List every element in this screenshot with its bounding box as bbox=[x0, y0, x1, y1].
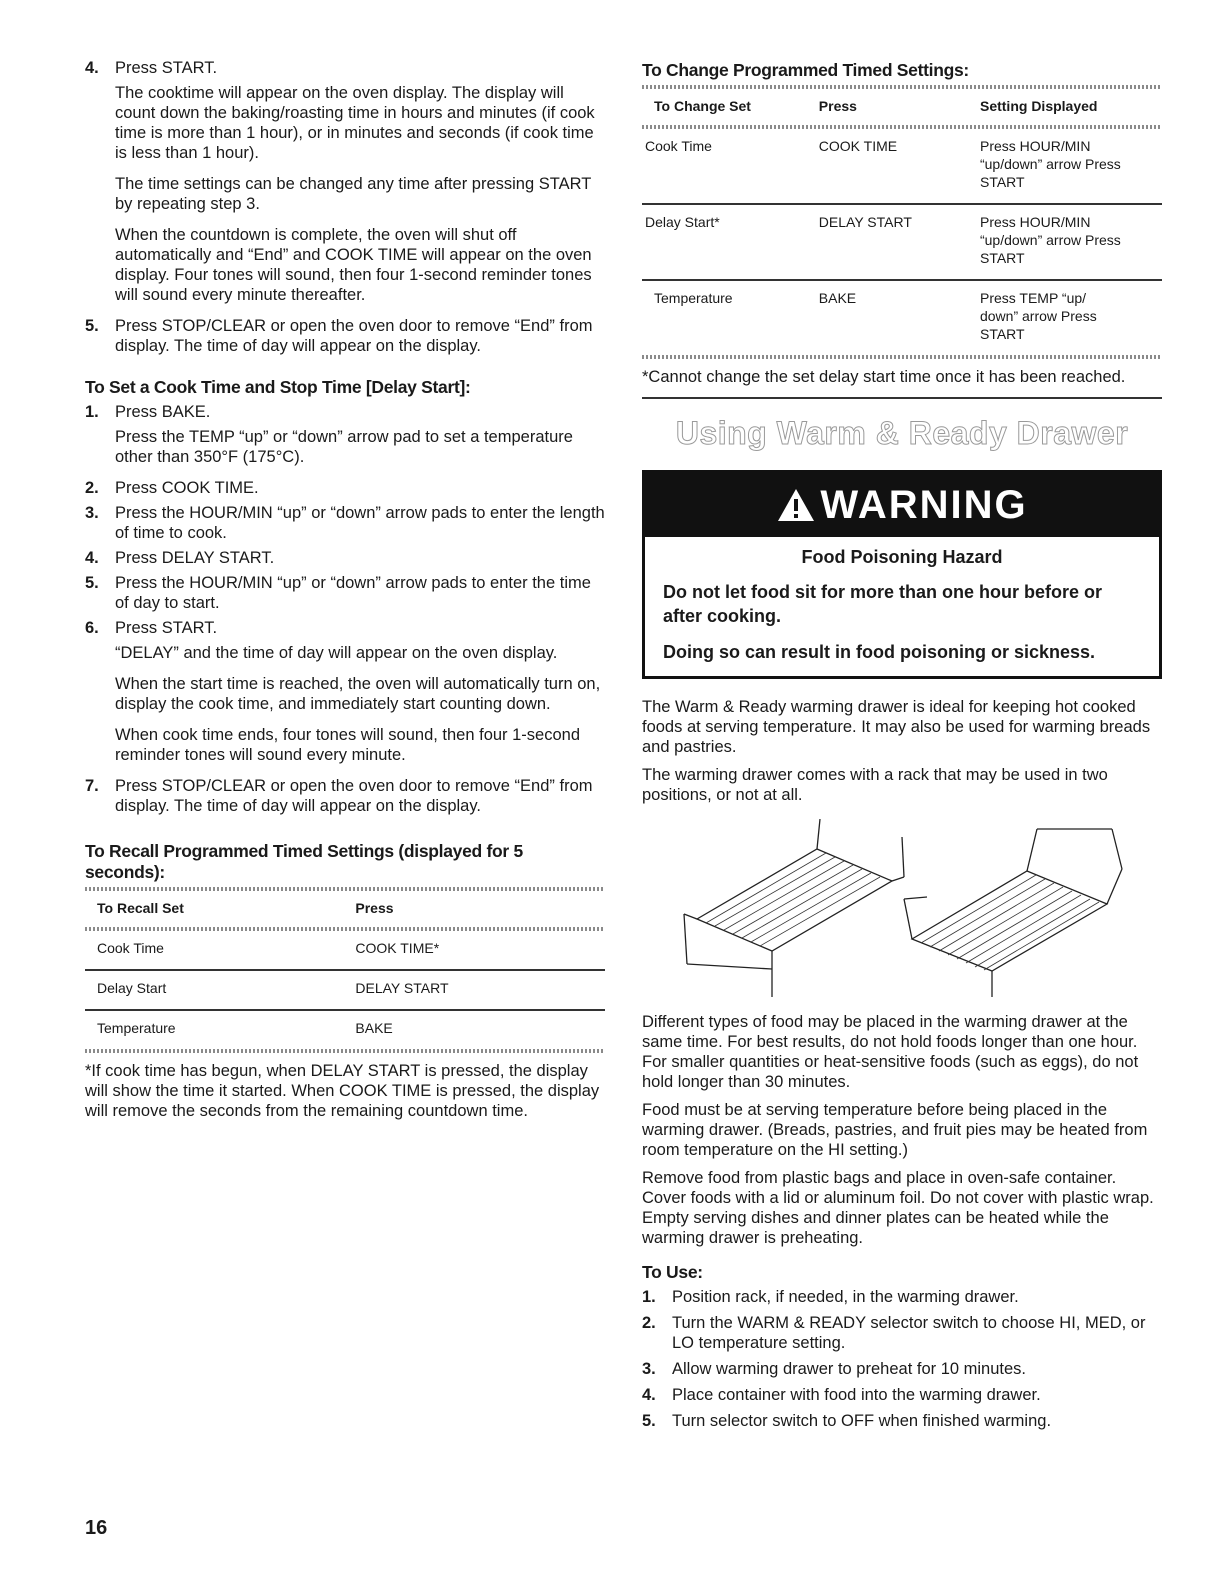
step-text: Press the HOUR/MIN “up” or “down” arrow pads to enter the time of day to start. bbox=[115, 574, 591, 612]
list-item bbox=[85, 548, 605, 573]
body-paragraph: Different types of food may be placed in the warming drawer at the same time. For best results, do not hold foods longer than one hour. For smaller quantities or heat-sensitive foods (such as eggs), do not hold longer than 30 minutes. bbox=[642, 1013, 1139, 1091]
warning-hazard: Food Poisoning Hazard bbox=[801, 547, 1003, 567]
column-header: Press bbox=[818, 98, 857, 114]
table-cell: BAKE bbox=[355, 1020, 393, 1036]
warning-box bbox=[642, 470, 1162, 679]
list-item bbox=[85, 618, 605, 776]
column-header: To Recall Set bbox=[97, 900, 184, 916]
column-header: To Change Set bbox=[654, 98, 751, 114]
step-text: Position rack, if needed, in the warming drawer. bbox=[672, 1288, 1019, 1306]
step-text: Press DELAY START. bbox=[115, 549, 275, 567]
step-number: 5. bbox=[85, 574, 99, 592]
table-row bbox=[642, 204, 1162, 280]
step-text: Press STOP/CLEAR or open the oven door to remove “End” from display. The time of day will appear on the display. bbox=[115, 777, 593, 815]
step-text: Press COOK TIME. bbox=[115, 479, 259, 497]
list-item bbox=[85, 503, 605, 548]
change-table-body bbox=[642, 129, 1162, 355]
table-cell: Press HOUR/MIN “up/down” arrow Press START bbox=[979, 214, 1121, 266]
table-cell: Temperature bbox=[97, 1020, 176, 1036]
step-detail: The cooktime will appear on the oven display. The display will count down the baking/roasting time in hours and minutes (if cook time is more than 1 hour), or in minutes and seconds (if cook time is less than 1 hour). bbox=[115, 84, 595, 162]
step-text: Press the HOUR/MIN “up” or “down” arrow pads to enter the length of time to cook. bbox=[115, 504, 605, 542]
table-header-row bbox=[642, 89, 1162, 125]
table-row bbox=[642, 129, 1162, 204]
table-row bbox=[85, 1010, 605, 1049]
step-number: 1. bbox=[642, 1288, 656, 1306]
step-number: 2. bbox=[642, 1314, 656, 1332]
to-use-heading: To Use: bbox=[642, 1262, 703, 1282]
table-cell: Press HOUR/MIN “up/down” arrow Press START bbox=[979, 138, 1121, 190]
recall-table-body bbox=[85, 931, 605, 1049]
section-divider bbox=[642, 397, 1162, 399]
table-cell: Delay Start bbox=[97, 980, 167, 996]
step-detail: Press the TEMP “up” or “down” arrow pad to set a temperature other than 350°F (175°C). bbox=[115, 428, 573, 466]
list-item bbox=[642, 1313, 1162, 1353]
left-column bbox=[85, 58, 605, 1121]
step-number: 1. bbox=[85, 403, 99, 421]
step-text: Press START. bbox=[115, 59, 218, 77]
list-item bbox=[642, 1411, 1162, 1431]
list-item bbox=[85, 402, 605, 478]
step-number: 4. bbox=[642, 1386, 656, 1404]
step-detail: When the countdown is complete, the oven will shut off automatically and “End” and COOK TIME will appear on the oven display. Four tones will sound, then four 1-second reminder tones will sound every minute thereafter. bbox=[115, 226, 592, 304]
list-item bbox=[642, 1359, 1162, 1379]
warning-line: Do not let food sit for more than one hour before or after cooking. bbox=[663, 582, 1102, 626]
table-cell: Press TEMP “up/ down” arrow Press START bbox=[979, 290, 1097, 342]
table-header-row bbox=[85, 891, 605, 927]
step-number: 2. bbox=[85, 479, 99, 497]
step-5-stop-clear bbox=[85, 316, 605, 367]
step-number: 7. bbox=[85, 777, 99, 795]
step-text: Turn selector switch to OFF when finished warming. bbox=[672, 1412, 1052, 1430]
table-cell: Cook Time bbox=[645, 138, 712, 154]
change-footnote: *Cannot change the set delay start time once it has been reached. bbox=[642, 368, 1126, 386]
warming-rack-illustration bbox=[642, 819, 1162, 999]
step-text: Allow warming drawer to preheat for 10 minutes. bbox=[672, 1360, 1026, 1378]
step-detail: When cook time ends, four tones will sound, then four 1-second reminder tones will sound every minute. bbox=[115, 726, 581, 764]
warning-line: Doing so can result in food poisoning or sickness. bbox=[663, 642, 1096, 662]
step-text: Press STOP/CLEAR or open the oven door to remove “End” from display. The time of day will appear on the display. bbox=[115, 317, 593, 355]
page-number: 16 bbox=[85, 1517, 108, 1539]
table-cell: COOK TIME bbox=[818, 138, 898, 154]
table-bottom-rule bbox=[85, 1049, 605, 1053]
table-row bbox=[85, 931, 605, 970]
list-item bbox=[642, 1287, 1162, 1307]
delay-start-heading: To Set a Cook Time and Stop Time [Delay Start]: bbox=[85, 377, 471, 397]
section-title: Using Warm & Ready Drawer bbox=[675, 415, 1129, 451]
table-row bbox=[642, 280, 1162, 355]
to-use-steps bbox=[642, 1287, 1162, 1431]
intro-paragraph: The warming drawer comes with a rack that may be used in two positions, or not at all. bbox=[642, 766, 1108, 804]
table-cell: Temperature bbox=[654, 290, 733, 306]
step-text: Turn the WARM & READY selector switch to choose HI, MED, or LO temperature setting. bbox=[672, 1314, 1146, 1352]
step-detail: “DELAY” and the time of day will appear on the oven display. bbox=[115, 644, 558, 662]
list-item bbox=[642, 1385, 1162, 1405]
step-number: 6. bbox=[85, 619, 99, 637]
table-bottom-rule bbox=[642, 355, 1162, 359]
step-detail: When the start time is reached, the oven will automatically turn on, display the cook time, and immediately start counting down. bbox=[115, 675, 601, 713]
recall-footnote: *If cook time has begun, when DELAY START is pressed, the display will show the time it started. When COOK TIME is pressed, the display will remove the seconds from the remaining countdown time. bbox=[85, 1062, 600, 1120]
warning-header bbox=[645, 473, 1159, 537]
recall-heading: To Recall Programmed Timed Settings (displayed for 5 seconds): bbox=[85, 841, 523, 882]
warning-triangle-icon bbox=[776, 487, 816, 523]
table-cell: Delay Start* bbox=[645, 214, 720, 230]
change-heading: To Change Programmed Timed Settings: bbox=[642, 60, 969, 80]
step-number: 4. bbox=[85, 59, 99, 77]
list-item bbox=[85, 478, 605, 503]
step-text: Press START. bbox=[115, 619, 218, 637]
body-paragraph: Food must be at serving temperature before being placed in the warming drawer. (Breads, pastries, and fruit pies may be heated from room temperature on the HI setting.) bbox=[642, 1101, 1148, 1159]
body-paragraph: Remove food from plastic bags and place in oven-safe container. Cover foods with a lid or aluminum foil. Do not cover with plastic wrap. Empty serving dishes and dinner plates can be heated while the warming drawer is preheating. bbox=[642, 1169, 1154, 1247]
right-column bbox=[642, 58, 1162, 1431]
step-4-press-start bbox=[85, 58, 605, 316]
step-text: Place container with food into the warming drawer. bbox=[672, 1386, 1041, 1404]
table-row bbox=[85, 970, 605, 1010]
table-cell: DELAY START bbox=[818, 214, 912, 230]
table-cell: BAKE bbox=[818, 290, 857, 306]
intro-paragraph: The Warm & Ready warming drawer is ideal for keeping hot cooked foods at serving temperature. It may also be used for warming breads and pastries. bbox=[642, 698, 1151, 756]
step-text: Press BAKE. bbox=[115, 403, 211, 421]
list-item bbox=[85, 776, 605, 827]
step-number: 5. bbox=[642, 1412, 656, 1430]
table-cell: COOK TIME* bbox=[355, 940, 440, 956]
warning-label: WARNING bbox=[820, 482, 1028, 527]
change-table bbox=[642, 89, 1162, 125]
column-header: Press bbox=[355, 900, 394, 916]
table-cell: Cook Time bbox=[97, 940, 164, 956]
step-detail: The time settings can be changed any time after pressing START by repeating step 3. bbox=[115, 175, 591, 213]
delay-start-steps bbox=[85, 402, 605, 827]
step-number: 4. bbox=[85, 549, 99, 567]
list-item bbox=[85, 573, 605, 618]
table-cell: DELAY START bbox=[355, 980, 449, 996]
step-number: 3. bbox=[642, 1360, 656, 1378]
step-number: 5. bbox=[85, 317, 99, 335]
column-header: Setting Displayed bbox=[979, 98, 1098, 114]
step-number: 3. bbox=[85, 504, 99, 522]
recall-table bbox=[85, 891, 605, 927]
